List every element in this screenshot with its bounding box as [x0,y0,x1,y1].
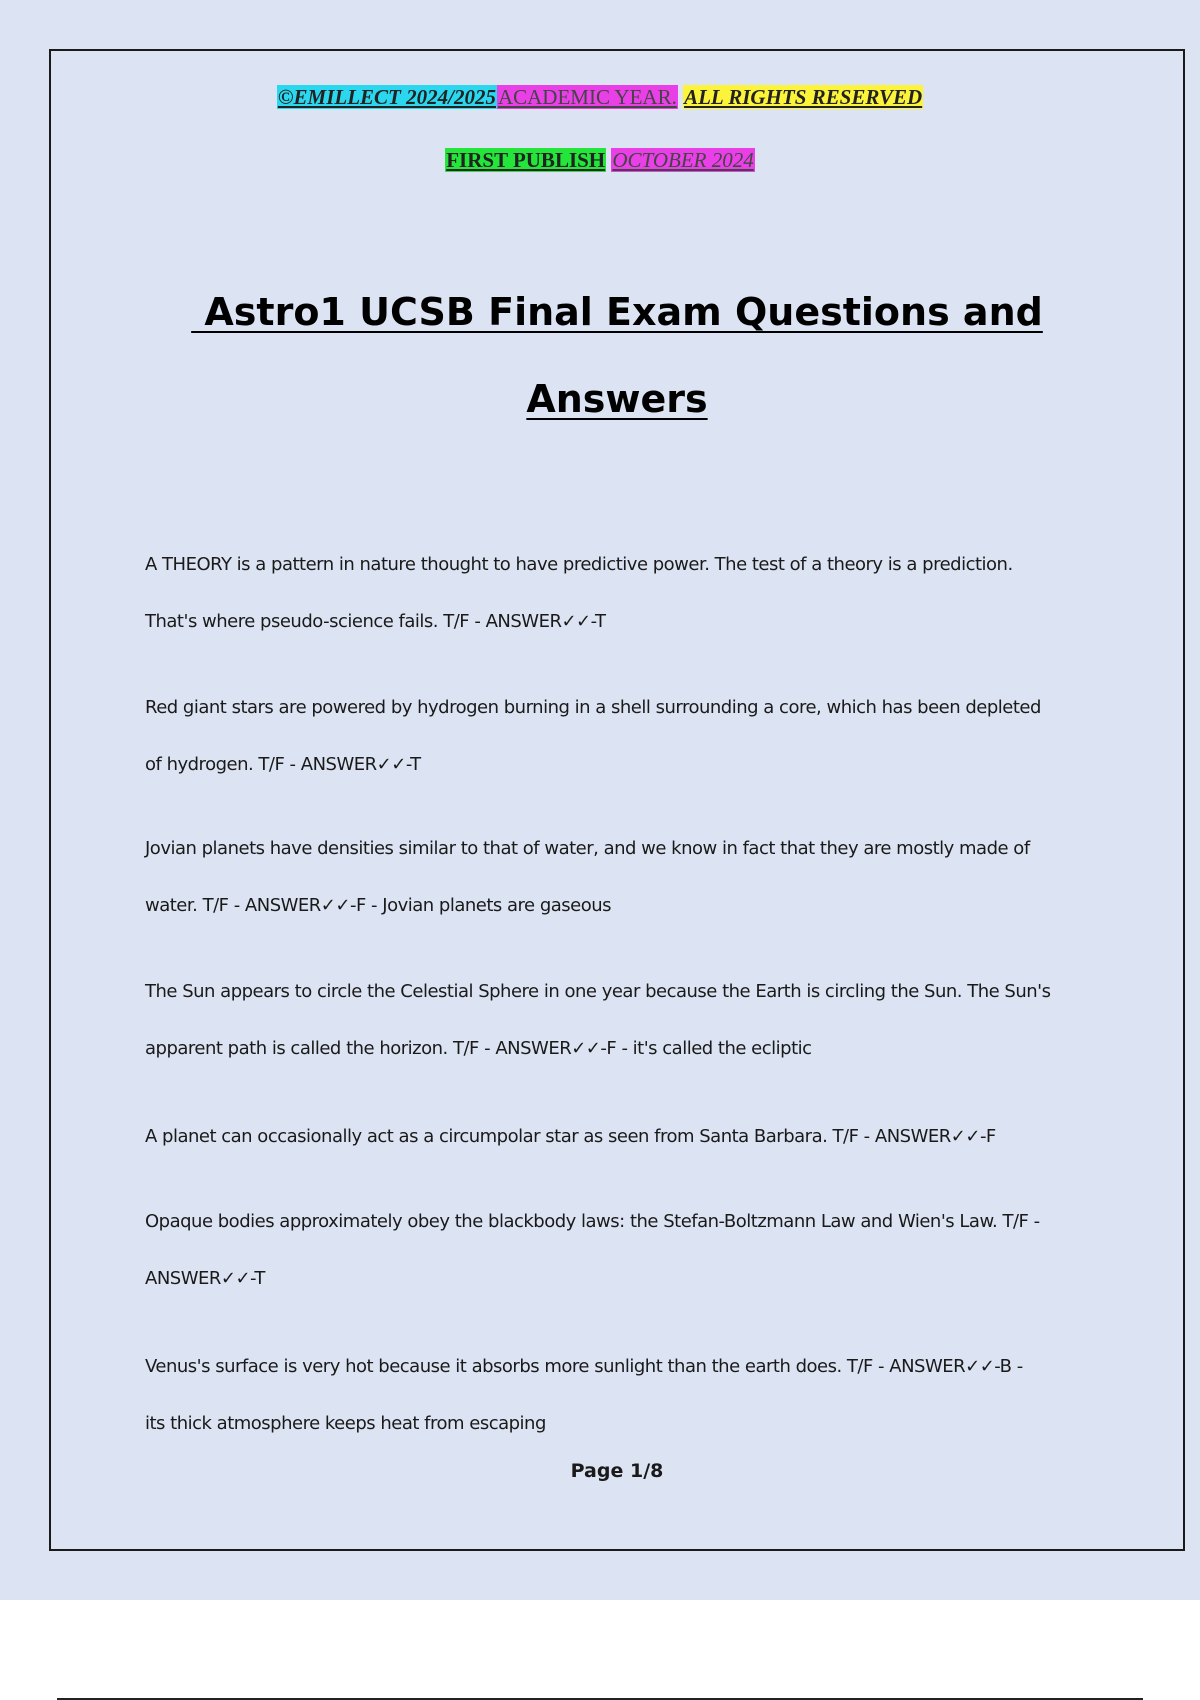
rights-reserved-label: ALL RIGHTS RESERVED [684,85,923,109]
document-title [0,290,1200,334]
page-number: Page 1/8 [570,1460,664,1482]
title-line-1: Astro1 UCSB Final Exam Questions and [191,290,1043,334]
question-5 [145,1108,1095,1165]
question-2 [145,679,1095,793]
question-text: A planet can occasionally act as a circumpolar star as seen from Santa Barbara. T/F - ANSWER✓✓-F [145,1126,996,1147]
question-text: Opaque bodies approximately obey the blackbody laws: the Stefan-Boltzmann Law and Wien's Law. T/F - [145,1211,1040,1232]
first-publish-label: FIRST PUBLISH [446,148,606,172]
question-text: Venus's surface is very hot because it absorbs more sunlight than the earth does. T/F - ANSWER✓✓-B - [145,1356,1023,1377]
title-line-2: Answers [526,377,708,421]
question-6 [145,1193,1095,1307]
question-1 [145,536,1095,650]
question-answer: ANSWER✓✓-T [145,1268,265,1289]
question-text: Red giant stars are powered by hydrogen burning in a shell surrounding a core, which has been depleted [145,697,1041,718]
copyright-header [0,84,1200,110]
document-title-continued [0,377,1200,421]
question-text: A THEORY is a pattern in nature thought to have predictive power. The test of a theory is a prediction. [145,554,1013,575]
page-border-frame [49,49,1185,1551]
question-text: Jovian planets have densities similar to that of water, and we know in fact that they are mostly made of [145,838,1030,859]
question-answer: its thick atmosphere keeps heat from escaping [145,1413,546,1434]
publish-date-label: OCTOBER 2024 [612,148,754,172]
publish-header [0,147,1200,173]
question-answer: of hydrogen. T/F - ANSWER✓✓-T [145,754,421,775]
question-answer: apparent path is called the horizon. T/F - ANSWER✓✓-F - it's called the ecliptic [145,1038,812,1059]
question-3 [145,820,1095,934]
question-4 [145,963,1095,1077]
copyright-label: ©EMILLECT 2024/2025 [277,85,496,109]
question-answer: water. T/F - ANSWER✓✓-F - Jovian planets are gaseous [145,895,612,916]
academic-year-label: ACADEMIC YEAR. [497,85,677,109]
question-7 [145,1338,1095,1452]
question-answer: That's where pseudo-science fails. T/F - ANSWER✓✓-T [145,611,606,632]
question-text: The Sun appears to circle the Celestial Sphere in one year because the Earth is circling the Sun. The Sun's [145,981,1051,1002]
